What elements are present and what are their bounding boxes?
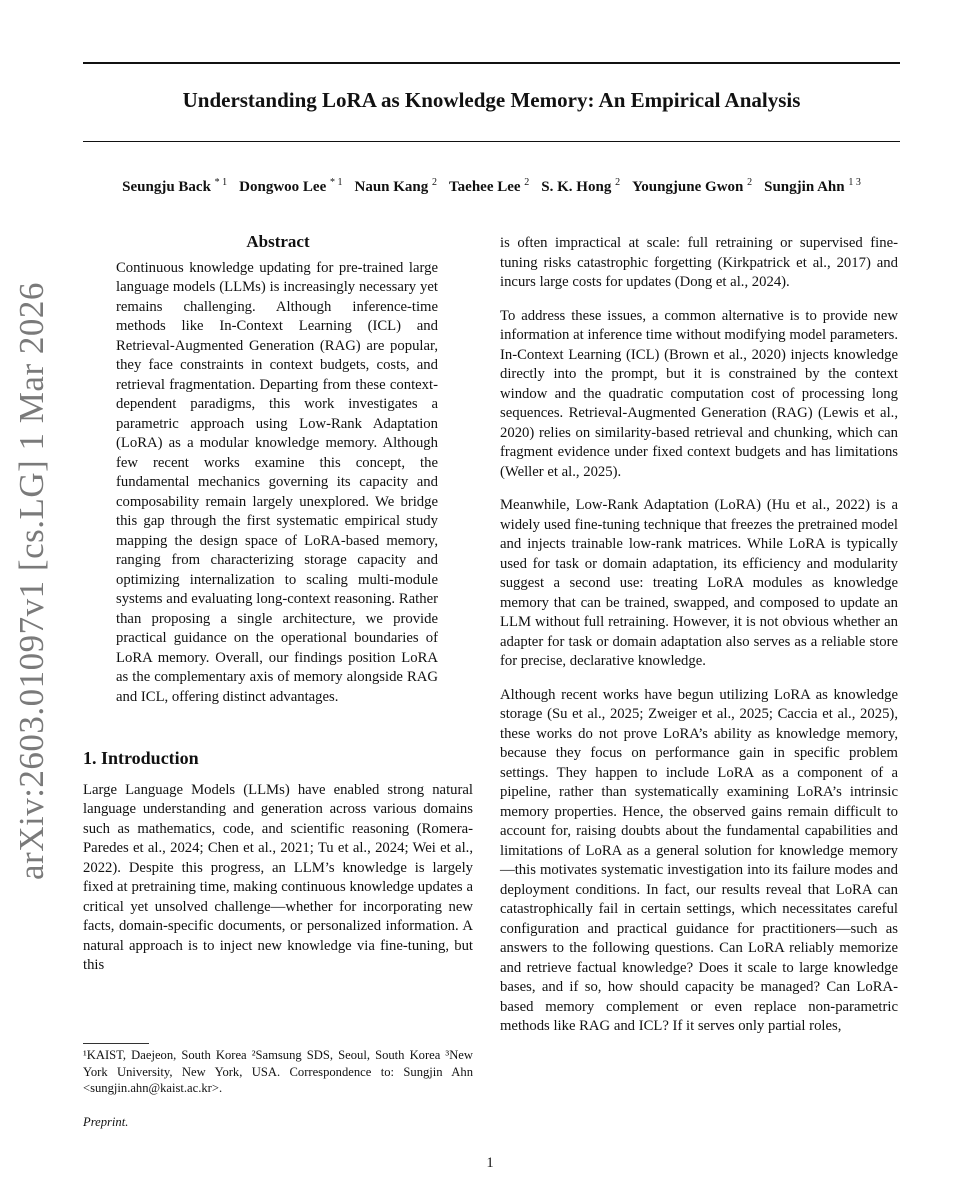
affiliation-footnote: ¹KAIST, Daejeon, South Korea ²Samsung SDS, Seoul, South Korea ³New York University, New York, USA. Correspondence to: Sungjin Ahn <sungjin.ahn@kaist.ac.kr>.	[83, 1048, 473, 1095]
intro-paragraph-1: Large Language Models (LLMs) have enabled strong natural language understanding and generation across various domains such as mathematics, code, and scientific reasoning (Romera-Paredes et al., 2024; Chen et al., 2021; Tu et al., 2024; Wei et al., 2022). Despite this progress, an LLM’s knowledge is largely fixed at pretraining time, making continuous knowledge updates a critical yet unsolved challenge—whether for incorporating new facts, domain-specific documents, or personalized information. A natural approach is to inject new knowledge via fine-tuning, but this	[83, 781, 473, 973]
author-5	[541, 179, 620, 195]
author-name: Taehee Lee	[449, 179, 521, 195]
author-4	[449, 179, 529, 195]
author-1	[122, 179, 227, 195]
right-paragraph-0: is often impractical at scale: full retraining or supervised fine-tuning risks catastrophic forgetting (Kirkpatrick et al., 2017) and incurs large costs for updates (Dong et al., 2024).	[500, 235, 898, 290]
page-number: 1	[486, 1155, 494, 1171]
author-7	[764, 179, 861, 195]
author-name: Sungjin Ahn	[764, 179, 845, 195]
preprint-label: Preprint.	[83, 1115, 129, 1129]
author-6	[632, 179, 752, 195]
left-column	[83, 232, 473, 976]
author-affiliation-mark: 2	[524, 177, 530, 188]
author-name: Seungju Back	[122, 179, 211, 195]
abstract-heading: Abstract	[246, 232, 310, 251]
author-affiliation-mark: * 1	[214, 177, 228, 188]
author-name: Dongwoo Lee	[239, 179, 327, 195]
author-name: S. K. Hong	[541, 179, 612, 195]
abstract-text: Continuous knowledge updating for pre-trained large language models (LLMs) is increasingly necessary yet remains challenging. Although inference-time methods like In-Context Learning (ICL) and Retrieval-Augmented Generation (RAG) are popular, they face constraints in context budgets, costs, and retrieval fragmentation. Departing from these context-dependent paradigms, this work investigates a parametric approach using Low-Rank Adaptation (LoRA) as a modular knowledge memory. Although few recent works examine this concept, the fundamental mechanics governing its capacity and composability remain largely unexplored. We bridge this gap through the first systematic empirical study mapping the design space of LoRA-based memory, ranging from characterizing storage capacity and optimizing internalization to scaling multi-module systems and evaluating long-context reasoning. Rather than proposing a single architecture, we provide practical guidance on the operational boundaries of LoRA memory. Overall, our findings position LoRA as the complementary axis of memory alongside RAG and ICL, offering distinct advantages.	[116, 259, 438, 705]
author-3	[355, 179, 438, 195]
top-rule	[83, 62, 900, 64]
right-column	[500, 234, 898, 1051]
author-name: Naun Kang	[354, 179, 429, 195]
paper-title: Understanding LoRA as Knowledge Memory: An Empirical Analysis	[182, 88, 801, 112]
author-affiliation-mark: 2	[432, 177, 438, 188]
arxiv-identifier: arXiv:2603.01097v1 [cs.LG] 1 Mar 2026	[12, 282, 51, 880]
author-2	[239, 179, 342, 195]
right-paragraph-2: Meanwhile, Low-Rank Adaptation (LoRA) (Hu et al., 2022) is a widely used fine-tuning technique that freezes the pretrained model and injects trainable low-rank matrices. While LoRA is typically used for task or domain adaptation, its efficiency and modularity suggest a second use: treating LoRA modules as knowledge memory that can be trained, swapped, and composed to update an LLM without full retraining. However, it is not obvious whether an adapter for task or domain adaptation also serves as a reliable store for precise, declarative knowledge.	[500, 497, 898, 669]
author-affiliation-mark: * 1	[330, 177, 343, 188]
author-affiliation-mark: 2	[747, 177, 753, 188]
author-affiliation-mark: 1 3	[848, 177, 861, 188]
right-paragraph-3: Although recent works have begun utilizing LoRA as knowledge storage (Su et al., 2025; Zweiger et al., 2025; Caccia et al., 2025), these works do not prove LoRA’s ability as knowledge memory, because they focus on performance gain in specific problem settings. They happen to include LoRA as a component of a pipeline, rather than systematically examining LoRA’s intrinsic memory properties. Hence, the observed gains remain difficult to account for, raising doubts about the fundamental capabilities and limitations of LoRA as a general solution for knowledge memory—this motivates systematic investigation into its failure modes and deployment conditions. In fact, our results reveal that LoRA can catastrophically fail in certain settings, which necessitates careful configuration and practical guidance for practitioners—such as answers to the following questions. Can LoRA reliably memorize and retrieve factual knowledge? Does it scale to large knowledge bases, and if so, how should capacity be managed? Can LoRA-based memory complement or even replace non-parametric methods like RAG and ICL? If it serves only partial roles,	[500, 686, 898, 1034]
right-paragraph-1: To address these issues, a common alternative is to provide new information at inference time without modifying model parameters. In-Context Learning (ICL) (Brown et al., 2020) injects knowledge directly into the prompt, but it is constrained by the context window and the quadratic computation cost of processing long sequences. Retrieval-Augmented Generation (RAG) (Lewis et al., 2020) relies on similarity-based retrieval and chunking, which can fragment evidence under fixed context budgets and has limitations (Weller et al., 2025).	[500, 307, 898, 480]
author-name: Youngjune Gwon	[632, 179, 744, 195]
author-affiliation-mark: 2	[615, 177, 621, 188]
title-bottom-rule	[83, 141, 900, 142]
author-list	[83, 177, 900, 196]
section-heading-introduction: 1. Introduction	[83, 748, 199, 768]
footnote-rule	[83, 1043, 149, 1044]
